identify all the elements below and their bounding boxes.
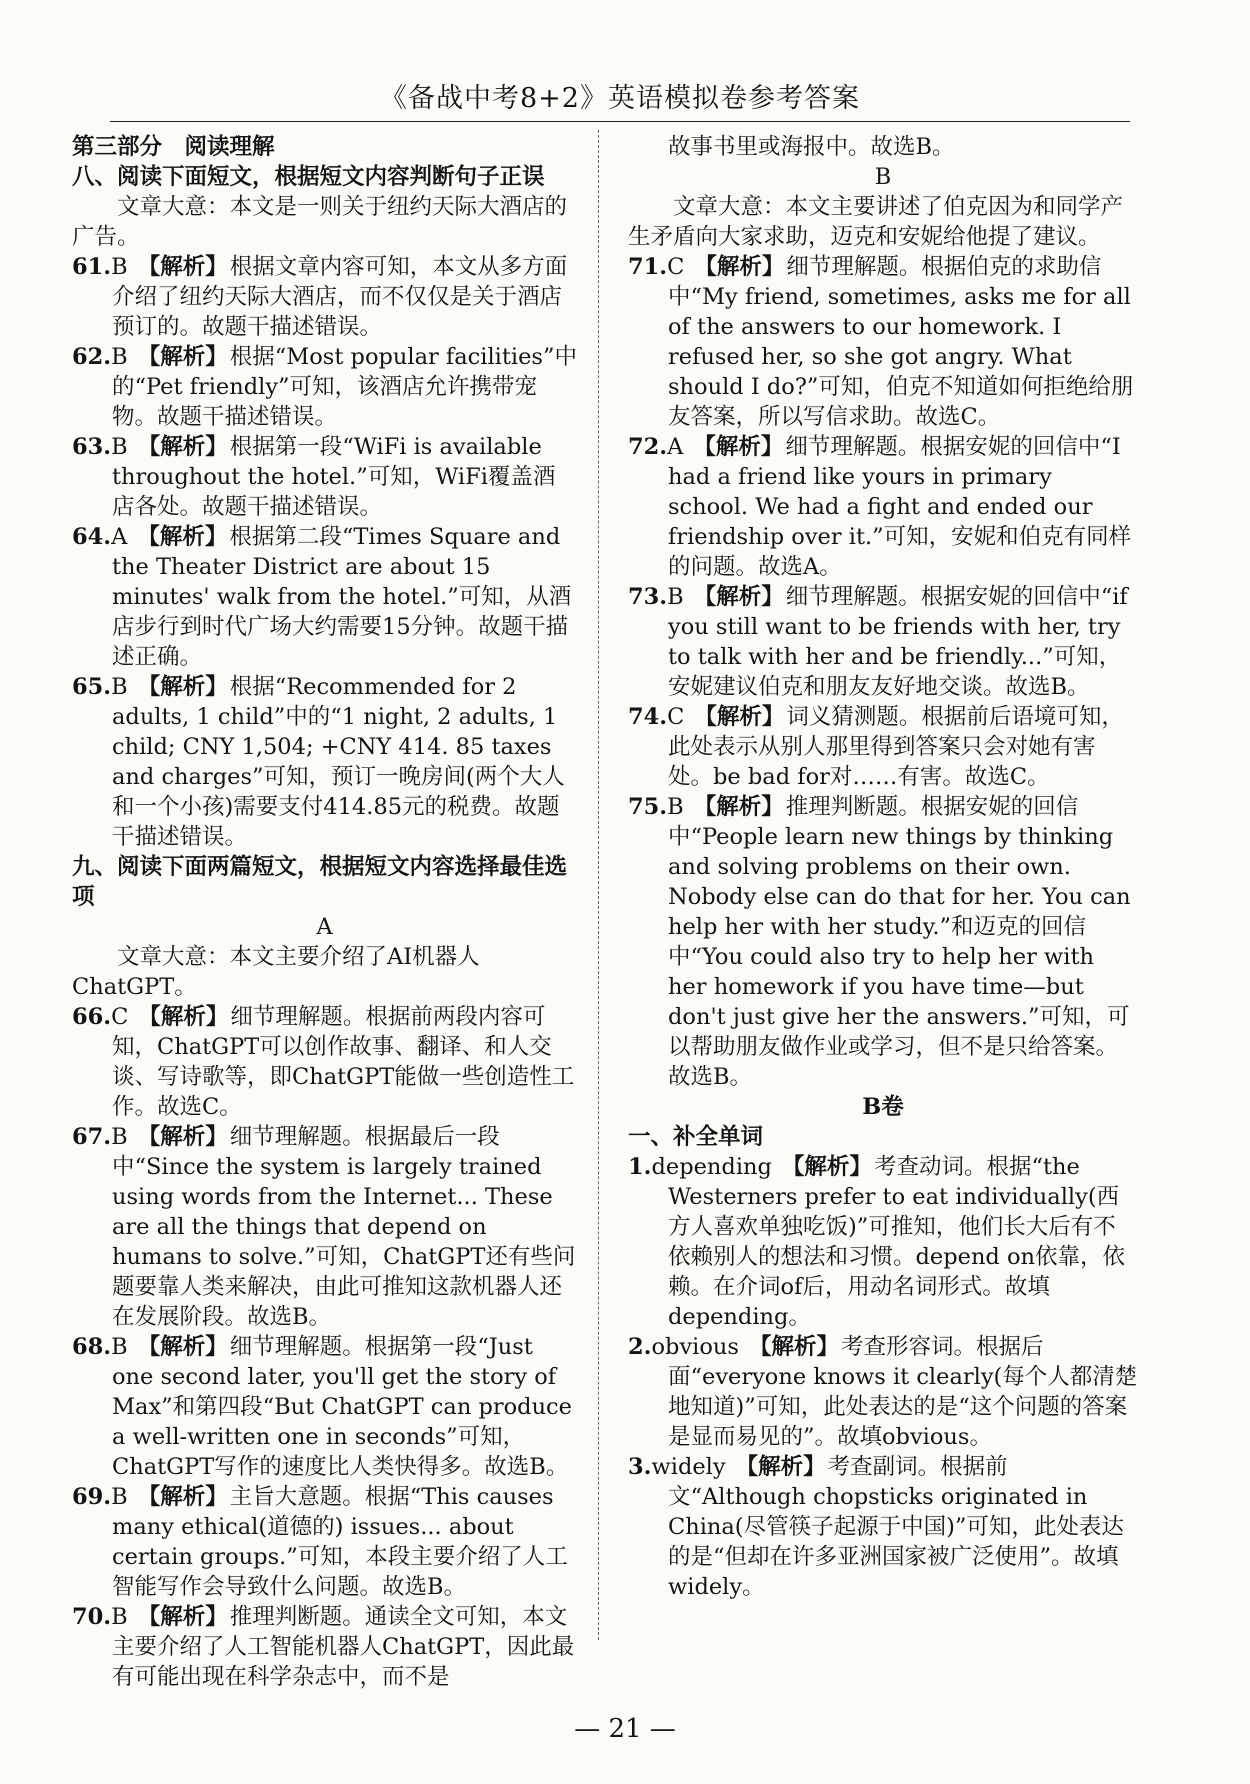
answer-74: 74.C 【解析】词义猜测题。根据前后语境可知，此处表示从别人那里得到答案只会对她有害处。be bad for对……有害。故选C。 (628, 704, 1124, 790)
section-9-title: 九、阅读下面两篇短文，根据短文内容选择最佳选项 (72, 854, 568, 910)
part-title: 第三部分 阅读理解 (72, 134, 275, 160)
word-answer-2: 2.obvious 【解析】考查形容词。根据后面“everyone knows it clearly(每个人都清楚地知道)”可知，此处表达的是“这个问题的答案是显而易见的”。故填obvious。 (628, 1334, 1138, 1450)
left-column (72, 132, 577, 1692)
right-column (628, 132, 1138, 1602)
word-answer-3: 3.widely 【解析】考查副词。根据前文“Although chopsticks originated in China(尽管筷子起源于中国)”可知，此处表达的是“但却在许多亚洲国家被广泛使用”。故填widely。 (628, 1454, 1124, 1600)
answer-75: 75.B 【解析】推理判断题。根据安妮的回信中“People learn new things by thinking and solving problems on their own. Nobody else can do that for her. You can help her with her study.”和迈克的回信中“You could also try to help her with her homework if you have time—but don't just give her the answers.”可知，可以帮助朋友做作业或学习，但不是只给答案。故选B。 (628, 794, 1131, 1090)
answer-70: 70.B 【解析】推理判断题。通读全文可知，本文主要介绍了人工智能机器人ChatGPT，因此最有可能出现在科学杂志中，而不是 (72, 1604, 575, 1690)
answer-71: 71.C 【解析】细节理解题。根据伯克的求助信中“My friend, sometimes, asks me for all of the answers to our homework. I refused her, so she got angry. What should I do?”可知，伯克不知道如何拒绝给朋友答案，所以写信求助。故选C。 (628, 254, 1134, 430)
answer-64: 64.A 【解析】根据第二段“Times Square and the Theater District are about 15 minutes' walk from the hotel.”可知，从酒店步行到时代广场大约需要15分钟。故题干描述正确。 (72, 524, 572, 670)
section-8-intro: 文章大意：本文是一则关于纽约天际大酒店的广告。 (72, 194, 568, 250)
answer-72: 72.A 【解析】细节理解题。根据安妮的回信中“I had a friend like yours in primary school. We had a fight and ended our friendship over it.”可知，安妮和伯克有同样的问题。故选A。 (628, 434, 1132, 580)
passage-b-intro: 文章大意：本文主要讲述了伯克因为和同学产生矛盾向大家求助，迈克和安妮给他提了建议。 (628, 194, 1124, 250)
answer-73: 73.B 【解析】细节理解题。根据安妮的回信中“if you still want to be friends with her, try to talk with her and be friendly...”可知，安妮建议伯克和朋友友好地交谈。故选B。 (628, 584, 1128, 700)
answer-70-continued: 故事书里或海报中。故选B。 (668, 134, 955, 160)
section-1-title: 一、补全单词 (628, 1124, 764, 1150)
passage-a-intro: 文章大意：本文主要介绍了AI机器人ChatGPT。 (72, 944, 480, 1000)
answer-63: 63.B 【解析】根据第一段“WiFi is available throughout the hotel.”可知，WiFi覆盖酒店各处。故题干描述错误。 (72, 434, 556, 520)
section-8-title: 八、阅读下面短文，根据短文内容判断句子正误 (72, 164, 545, 190)
answer-61: 61.B 【解析】根据文章内容可知，本文从多方面介绍了纽约天际大酒店，而不仅仅是关于酒店预订的。故题干描述错误。 (72, 254, 568, 340)
answer-62: 62.B 【解析】根据“Most popular facilities”中的“Pet friendly”可知，该酒店允许携带宠物。故题干描述错误。 (72, 344, 577, 430)
answer-66: 66.C 【解析】细节理解题。根据前两段内容可知，ChatGPT可以创作故事、翻译、和人交谈、写诗歌等，即ChatGPT能做一些创造性工作。故选C。 (72, 1004, 575, 1120)
answer-69: 69.B 【解析】主旨大意题。根据“This causes many ethical(道德的) issues... about certain groups.”可知，本段主要介绍了人工智能写作会导致什么问题。故选B。 (72, 1484, 568, 1600)
page-number: — 21 — (574, 1714, 676, 1744)
header-rule (110, 121, 1130, 122)
word-answer-1: 1.depending 【解析】考查动词。根据“the Westerners prefer to eat individually(西方人喜欢单独吃饭)”可推知，他们长大后有不依赖别人的想法和习惯。depend on依靠，依赖。在介词of后，用动名词形式。故填depending。 (628, 1154, 1126, 1330)
column-divider (598, 130, 599, 1640)
page-header: 《备战中考8+2》英语模拟卷参考答案 (380, 83, 860, 114)
passage-b-label: B (874, 164, 892, 190)
answer-67: 67.B 【解析】细节理解题。根据最后一段中“Since the system is largely trained using words from the Internet... These are all the things that depend on humans to solve.”可知，ChatGPT还有些问题要靠人类来解决，由此可推知这款机器人还在发展阶段。故选B。 (72, 1124, 576, 1330)
volume-b-title: B卷 (862, 1094, 904, 1120)
answer-65: 65.B 【解析】根据“Recommended for 2 adults, 1 child”中的“1 night, 2 adults, 1 child; CNY 1,504; +CNY 414. 85 taxes and charges”可知，预订一晚房间(两个大人和一个小孩)需要支付414.85元的税费。故题干描述错误。 (72, 674, 565, 850)
answer-68: 68.B 【解析】细节理解题。根据第一段“Just one second later, you'll get the story of Max”和第四段“But ChatGPT can produce a well-written one in seconds”可知，ChatGPT写作的速度比人类快得多。故选B。 (72, 1334, 572, 1480)
passage-a-label: A (316, 914, 333, 940)
